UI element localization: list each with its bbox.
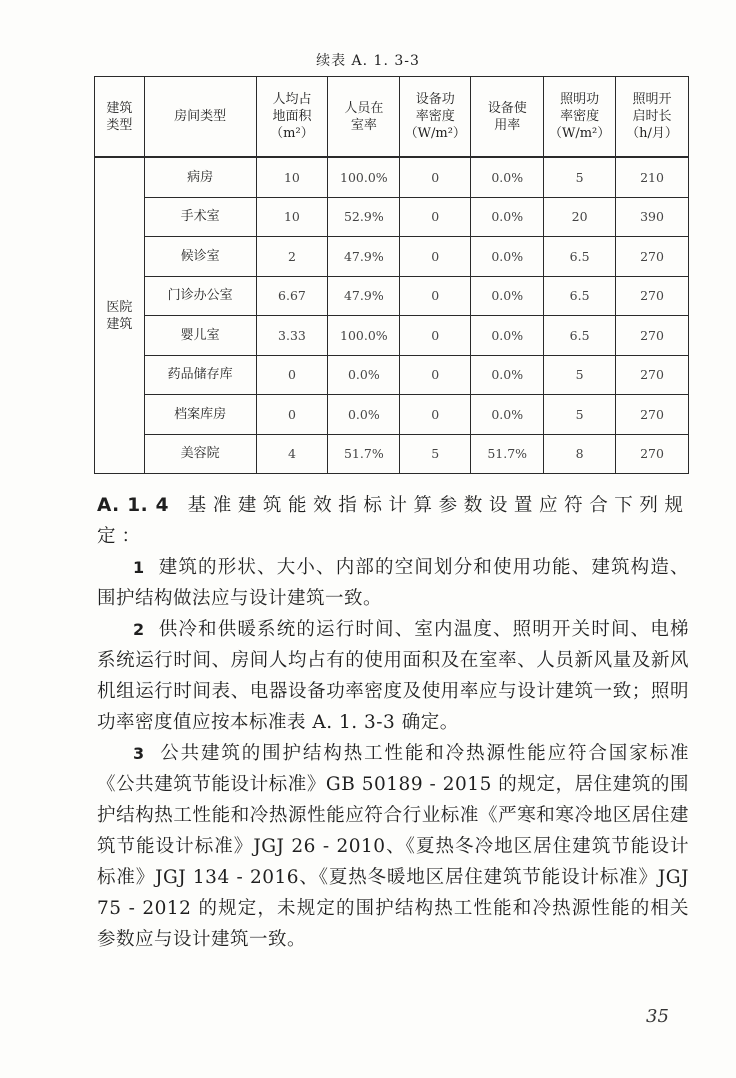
table-row: [95, 355, 689, 395]
header-equipment-power: 设备功 率密度 （W/m²）: [400, 77, 471, 158]
light-hours-cell: 270: [616, 355, 689, 395]
area-cell: 10: [256, 157, 328, 197]
header-room-type: 房间类型: [144, 77, 256, 158]
room-type-cell: 美容院: [144, 434, 256, 474]
light-power-cell: 6.5: [544, 316, 616, 356]
light-power-cell: 20: [544, 197, 616, 237]
area-cell: 0: [256, 355, 328, 395]
light-hours-cell: 270: [616, 395, 689, 435]
equip-power-cell: 0: [400, 316, 471, 356]
table-header-row: [95, 77, 689, 158]
equip-usage-cell: 0.0%: [471, 197, 544, 237]
equip-usage-cell: 0.0%: [471, 237, 544, 277]
occupancy-cell: 47.9%: [328, 237, 400, 277]
area-cell: 10: [256, 197, 328, 237]
parameter-table: [94, 76, 689, 474]
light-power-cell: 6.5: [544, 237, 616, 277]
room-type-cell: 门诊办公室: [144, 276, 256, 316]
item-text: 供冷和供暖系统的运行时间、室内温度、照明开关时间、电梯系统运行时间、房间人均占有的使用面积及在室率、人员新风量及新风机组运行时间表、电器设备功率密度及使用率应与设计建筑一致；照明功率密度值应按本标准表 A. 1. 3-3 确定。: [97, 619, 689, 733]
equip-usage-cell: 0.0%: [471, 276, 544, 316]
equip-power-cell: 0: [400, 355, 471, 395]
item-number: 3: [133, 744, 145, 763]
equip-power-cell: 0: [400, 237, 471, 277]
light-power-cell: 8: [544, 434, 616, 474]
occupancy-cell: 0.0%: [328, 355, 400, 395]
equip-usage-cell: 51.7%: [471, 434, 544, 474]
area-cell: 2: [256, 237, 328, 277]
header-area-per-person: 人均占 地面积 （m²）: [256, 77, 328, 158]
light-hours-cell: 270: [616, 237, 689, 277]
equip-usage-cell: 0.0%: [471, 157, 544, 197]
occupancy-cell: 100.0%: [328, 316, 400, 356]
table-row: [95, 434, 689, 474]
light-power-cell: 6.5: [544, 276, 616, 316]
header-building-type: 建筑 类型: [95, 77, 145, 158]
table-caption: 续表 A. 1. 3-3: [316, 53, 420, 69]
occupancy-cell: 47.9%: [328, 276, 400, 316]
area-cell: 0: [256, 395, 328, 435]
light-hours-cell: 270: [616, 276, 689, 316]
occupancy-cell: 0.0%: [328, 395, 400, 435]
light-hours-cell: 270: [616, 434, 689, 474]
light-hours-cell: 390: [616, 197, 689, 237]
area-cell: 6.67: [256, 276, 328, 316]
equip-power-cell: 0: [400, 395, 471, 435]
clause-title: 基准建筑能效指标计算参数设置应符合下列规定：: [97, 495, 689, 547]
clause-heading: [97, 490, 689, 552]
list-item: [97, 614, 689, 738]
equip-power-cell: 0: [400, 157, 471, 197]
light-hours-cell: 210: [616, 157, 689, 197]
room-type-cell: 婴儿室: [144, 316, 256, 356]
table-row: [95, 157, 689, 197]
room-type-cell: 候诊室: [144, 237, 256, 277]
table-row: [95, 316, 689, 356]
equip-power-cell: 0: [400, 197, 471, 237]
item-text: 建筑的形状、大小、内部的空间划分和使用功能、建筑构造、围护结构做法应与设计建筑一致。: [97, 557, 689, 609]
clause-id: A. 1. 4: [97, 495, 170, 516]
area-cell: 4: [256, 434, 328, 474]
header-lighting-hours: 照明开 启时长 （h/月）: [616, 77, 689, 158]
area-cell: 3.33: [256, 316, 328, 356]
equip-usage-cell: 0.0%: [471, 395, 544, 435]
equip-usage-cell: 0.0%: [471, 316, 544, 356]
list-item: [97, 738, 689, 955]
light-power-cell: 5: [544, 355, 616, 395]
item-text: 公共建筑的围护结构热工性能和冷热源性能应符合国家标准《公共建筑节能设计标准》GB 50189 - 2015 的规定，居住建筑的围护结构热工性能和冷热源性能应符合行业标准《严寒和寒冷地区居住建筑节能设计标准》JGJ 26 - 2010、《夏热冬冷地区居住建筑节能设计标准》JGJ 134 - 2016、《夏热冬暖地区居住建筑节能设计标准》JGJ 75 - 2012 的规定，未规定的围护结构热工性能和冷热源性能的相关参数应与设计建筑一致。: [97, 743, 689, 950]
equip-power-cell: 0: [400, 276, 471, 316]
light-hours-cell: 270: [616, 316, 689, 356]
header-occupancy: 人员在 室率: [328, 77, 400, 158]
light-power-cell: 5: [544, 395, 616, 435]
equip-power-cell: 5: [400, 434, 471, 474]
header-lighting-power: 照明功 率密度 （W/m²）: [544, 77, 616, 158]
page-number: 35: [646, 1006, 669, 1027]
occupancy-cell: 52.9%: [328, 197, 400, 237]
item-number: 1: [133, 558, 145, 577]
room-type-cell: 手术室: [144, 197, 256, 237]
occupancy-cell: 100.0%: [328, 157, 400, 197]
body-text: [97, 490, 689, 955]
room-type-cell: 药品储存库: [144, 355, 256, 395]
table-row: [95, 395, 689, 435]
equip-usage-cell: 0.0%: [471, 355, 544, 395]
room-type-cell: 档案库房: [144, 395, 256, 435]
table-row: [95, 276, 689, 316]
light-power-cell: 5: [544, 157, 616, 197]
header-equipment-usage: 设备使 用率: [471, 77, 544, 158]
building-type-cell: 医院 建筑: [95, 157, 145, 474]
list-item: [97, 552, 689, 614]
room-type-cell: 病房: [144, 157, 256, 197]
table-row: [95, 197, 689, 237]
item-number: 2: [133, 620, 145, 639]
occupancy-cell: 51.7%: [328, 434, 400, 474]
table-row: [95, 237, 689, 277]
